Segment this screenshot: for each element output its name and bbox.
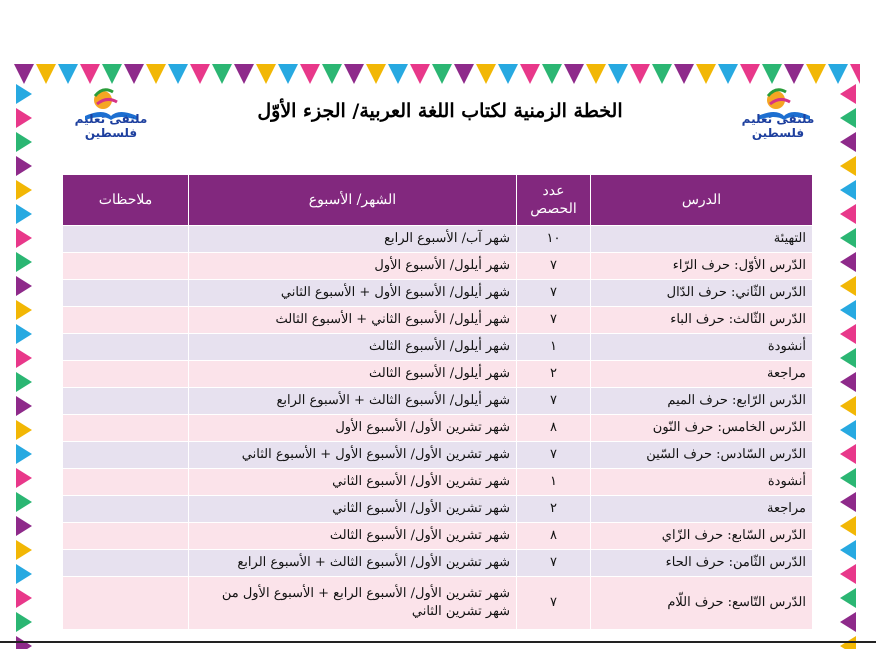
- cell-count: ٨: [517, 523, 591, 550]
- border-triangle: [806, 64, 826, 84]
- border-triangle: [542, 64, 562, 84]
- border-triangle: [234, 64, 254, 84]
- border-triangle: [16, 348, 32, 368]
- cell-lesson: الدّرس الرّابع: حرف الميم: [591, 388, 813, 415]
- border-triangle: [80, 64, 100, 84]
- plan-table: [62, 174, 813, 630]
- border-triangle: [840, 324, 856, 344]
- page-title: الخطة الزمنية لكتاب اللغة العربية/ الجزء الأوّل: [257, 100, 623, 122]
- border-triangle: [840, 564, 856, 584]
- cell-lesson: الدّرس التّاسع: حرف اللّام: [591, 577, 813, 630]
- border-triangle: [840, 180, 856, 200]
- border-triangle: [16, 564, 32, 584]
- cell-month: شهر أيلول/ الأسبوع الأول + الأسبوع الثاني: [189, 280, 517, 307]
- cell-month: شهر أيلول/ الأسبوع الأول: [189, 253, 517, 280]
- border-triangle: [498, 64, 518, 84]
- cell-lesson: الدّرس السّادس: حرف السّين: [591, 442, 813, 469]
- table-row: [63, 523, 813, 550]
- cell-count: ١: [517, 334, 591, 361]
- header-notes: ملاحظات: [63, 175, 189, 226]
- border-triangle: [16, 132, 32, 152]
- cell-month: شهر تشرين الأول/ الأسبوع الثالث + الأسبوع الرابع: [189, 550, 517, 577]
- table-header-row: [63, 175, 813, 226]
- border-triangle: [840, 156, 856, 176]
- border-triangle: [16, 180, 32, 200]
- border-triangle: [718, 64, 738, 84]
- border-triangle: [840, 84, 856, 104]
- header-lesson: الدرس: [591, 175, 813, 226]
- border-triangle: [840, 444, 856, 464]
- cell-lesson: أنشودة: [591, 334, 813, 361]
- border-triangle: [520, 64, 540, 84]
- table-row: [63, 226, 813, 253]
- border-triangle: [16, 420, 32, 440]
- table-row: [63, 577, 813, 630]
- border-triangle: [840, 252, 856, 272]
- cell-lesson: الدّرس الثّاني: حرف الدّال: [591, 280, 813, 307]
- border-triangle: [16, 588, 32, 608]
- cell-lesson: أنشودة: [591, 469, 813, 496]
- border-triangle: [16, 108, 32, 128]
- border-triangle: [58, 64, 78, 84]
- border-triangle: [16, 84, 32, 104]
- cell-notes: [63, 415, 189, 442]
- table-row: [63, 415, 813, 442]
- cell-lesson: التهيئة: [591, 226, 813, 253]
- border-triangle: [16, 468, 32, 488]
- border-triangle: [840, 516, 856, 536]
- border-triangle: [16, 396, 32, 416]
- table-row: [63, 253, 813, 280]
- cell-count: ٧: [517, 442, 591, 469]
- border-triangle: [762, 64, 782, 84]
- cell-count: ٧: [517, 307, 591, 334]
- border-triangle: [190, 64, 210, 84]
- border-triangle: [840, 492, 856, 512]
- cell-month: شهر أيلول/ الأسبوع الثالث: [189, 361, 517, 388]
- cell-count: ٧: [517, 550, 591, 577]
- border-triangle: [840, 132, 856, 152]
- border-triangle: [840, 612, 856, 632]
- cell-count: ٧: [517, 280, 591, 307]
- table-row: [63, 442, 813, 469]
- cell-month: شهر تشرين الأول/ الأسبوع الثالث: [189, 523, 517, 550]
- border-triangle: [410, 64, 430, 84]
- logo-text: ملتقى تعليم فلسطين: [741, 112, 815, 140]
- border-triangle: [840, 372, 856, 392]
- border-triangle: [16, 540, 32, 560]
- border-triangle: [840, 228, 856, 248]
- cell-count: ٧: [517, 388, 591, 415]
- border-triangle: [840, 300, 856, 320]
- cell-count: ٧: [517, 253, 591, 280]
- border-triangle: [840, 396, 856, 416]
- cell-count: ٨: [517, 415, 591, 442]
- cell-notes: [63, 334, 189, 361]
- border-triangle: [278, 64, 298, 84]
- cell-lesson: الدّرس السّابع: حرف الزّاي: [591, 523, 813, 550]
- border-triangle: [840, 588, 856, 608]
- logo-left: [55, 86, 167, 142]
- decorative-border-top: [14, 62, 860, 86]
- border-triangle: [322, 64, 342, 84]
- border-triangle: [168, 64, 188, 84]
- cell-month: شهر أيلول/ الأسبوع الثالث: [189, 334, 517, 361]
- decorative-border-left: [14, 84, 34, 649]
- cell-count: ١٠: [517, 226, 591, 253]
- cell-lesson: الدّرس الأوّل: حرف الرّاء: [591, 253, 813, 280]
- table-row: [63, 550, 813, 577]
- decorative-border-right: [838, 84, 858, 649]
- border-triangle: [840, 108, 856, 128]
- header-count: عدد الحصص: [517, 175, 591, 226]
- table-row: [63, 280, 813, 307]
- cell-month: شهر أيلول/ الأسبوع الثالث + الأسبوع الرابع: [189, 388, 517, 415]
- border-triangle: [564, 64, 584, 84]
- border-triangle: [454, 64, 474, 84]
- border-triangle: [124, 64, 144, 84]
- cell-lesson: مراجعة: [591, 496, 813, 523]
- border-triangle: [16, 612, 32, 632]
- border-triangle: [16, 324, 32, 344]
- border-triangle: [14, 64, 34, 84]
- border-triangle: [36, 64, 56, 84]
- cell-notes: [63, 307, 189, 334]
- border-triangle: [300, 64, 320, 84]
- border-triangle: [16, 276, 32, 296]
- cell-count: ١: [517, 469, 591, 496]
- cell-notes: [63, 469, 189, 496]
- border-triangle: [840, 540, 856, 560]
- logo-text: ملتقى تعليم فلسطين: [74, 112, 148, 140]
- header-month: الشهر/ الأسبوع: [189, 175, 517, 226]
- border-triangle: [784, 64, 804, 84]
- cell-month: شهر تشرين الأول/ الأسبوع الرابع + الأسبوع الأول من شهر تشرين الثاني: [189, 577, 517, 630]
- border-triangle: [840, 420, 856, 440]
- border-triangle: [16, 516, 32, 536]
- table-row: [63, 388, 813, 415]
- border-triangle: [828, 64, 848, 84]
- cell-notes: [63, 550, 189, 577]
- border-triangle: [840, 204, 856, 224]
- border-triangle: [344, 64, 364, 84]
- border-triangle: [432, 64, 452, 84]
- border-triangle: [740, 64, 760, 84]
- cell-notes: [63, 388, 189, 415]
- cell-notes: [63, 361, 189, 388]
- cell-month: شهر أيلول/ الأسبوع الثاني + الأسبوع الثالث: [189, 307, 517, 334]
- border-triangle: [388, 64, 408, 84]
- border-triangle: [16, 252, 32, 272]
- page-bottom-rule: [0, 641, 876, 643]
- border-triangle: [212, 64, 232, 84]
- border-triangle: [840, 468, 856, 488]
- border-triangle: [608, 64, 628, 84]
- border-triangle: [476, 64, 496, 84]
- cell-notes: [63, 280, 189, 307]
- cell-month: شهر آب/ الأسبوع الرابع: [189, 226, 517, 253]
- border-triangle: [16, 156, 32, 176]
- cell-month: شهر تشرين الأول/ الأسبوع الثاني: [189, 469, 517, 496]
- table-row: [63, 334, 813, 361]
- border-triangle: [16, 204, 32, 224]
- cell-count: ٧: [517, 577, 591, 630]
- cell-notes: [63, 577, 189, 630]
- border-triangle: [652, 64, 672, 84]
- table-row: [63, 361, 813, 388]
- cell-lesson: الدّرس الثّامن: حرف الحاء: [591, 550, 813, 577]
- border-triangle: [16, 228, 32, 248]
- border-triangle: [674, 64, 694, 84]
- table-row: [63, 496, 813, 523]
- border-triangle: [366, 64, 386, 84]
- border-triangle: [840, 348, 856, 368]
- border-triangle: [840, 276, 856, 296]
- border-triangle: [16, 300, 32, 320]
- cell-notes: [63, 523, 189, 550]
- border-triangle: [850, 64, 860, 84]
- border-triangle: [586, 64, 606, 84]
- border-triangle: [102, 64, 122, 84]
- border-triangle: [146, 64, 166, 84]
- table-row: [63, 307, 813, 334]
- cell-month: شهر تشرين الأول/ الأسبوع الأول: [189, 415, 517, 442]
- border-triangle: [256, 64, 276, 84]
- cell-lesson: مراجعة: [591, 361, 813, 388]
- cell-lesson: الدّرس الثّالث: حرف الباء: [591, 307, 813, 334]
- cell-notes: [63, 496, 189, 523]
- cell-notes: [63, 253, 189, 280]
- cell-lesson: الدّرس الخامس: حرف النّون: [591, 415, 813, 442]
- border-triangle: [696, 64, 716, 84]
- cell-count: ٢: [517, 361, 591, 388]
- border-triangle: [16, 444, 32, 464]
- logo-right: [722, 86, 834, 142]
- cell-count: ٢: [517, 496, 591, 523]
- cell-month: شهر تشرين الأول/ الأسبوع الثاني: [189, 496, 517, 523]
- table-row: [63, 469, 813, 496]
- border-triangle: [630, 64, 650, 84]
- border-triangle: [16, 372, 32, 392]
- cell-month: شهر تشرين الأول/ الأسبوع الأول + الأسبوع الثاني: [189, 442, 517, 469]
- cell-notes: [63, 442, 189, 469]
- cell-notes: [63, 226, 189, 253]
- border-triangle: [16, 492, 32, 512]
